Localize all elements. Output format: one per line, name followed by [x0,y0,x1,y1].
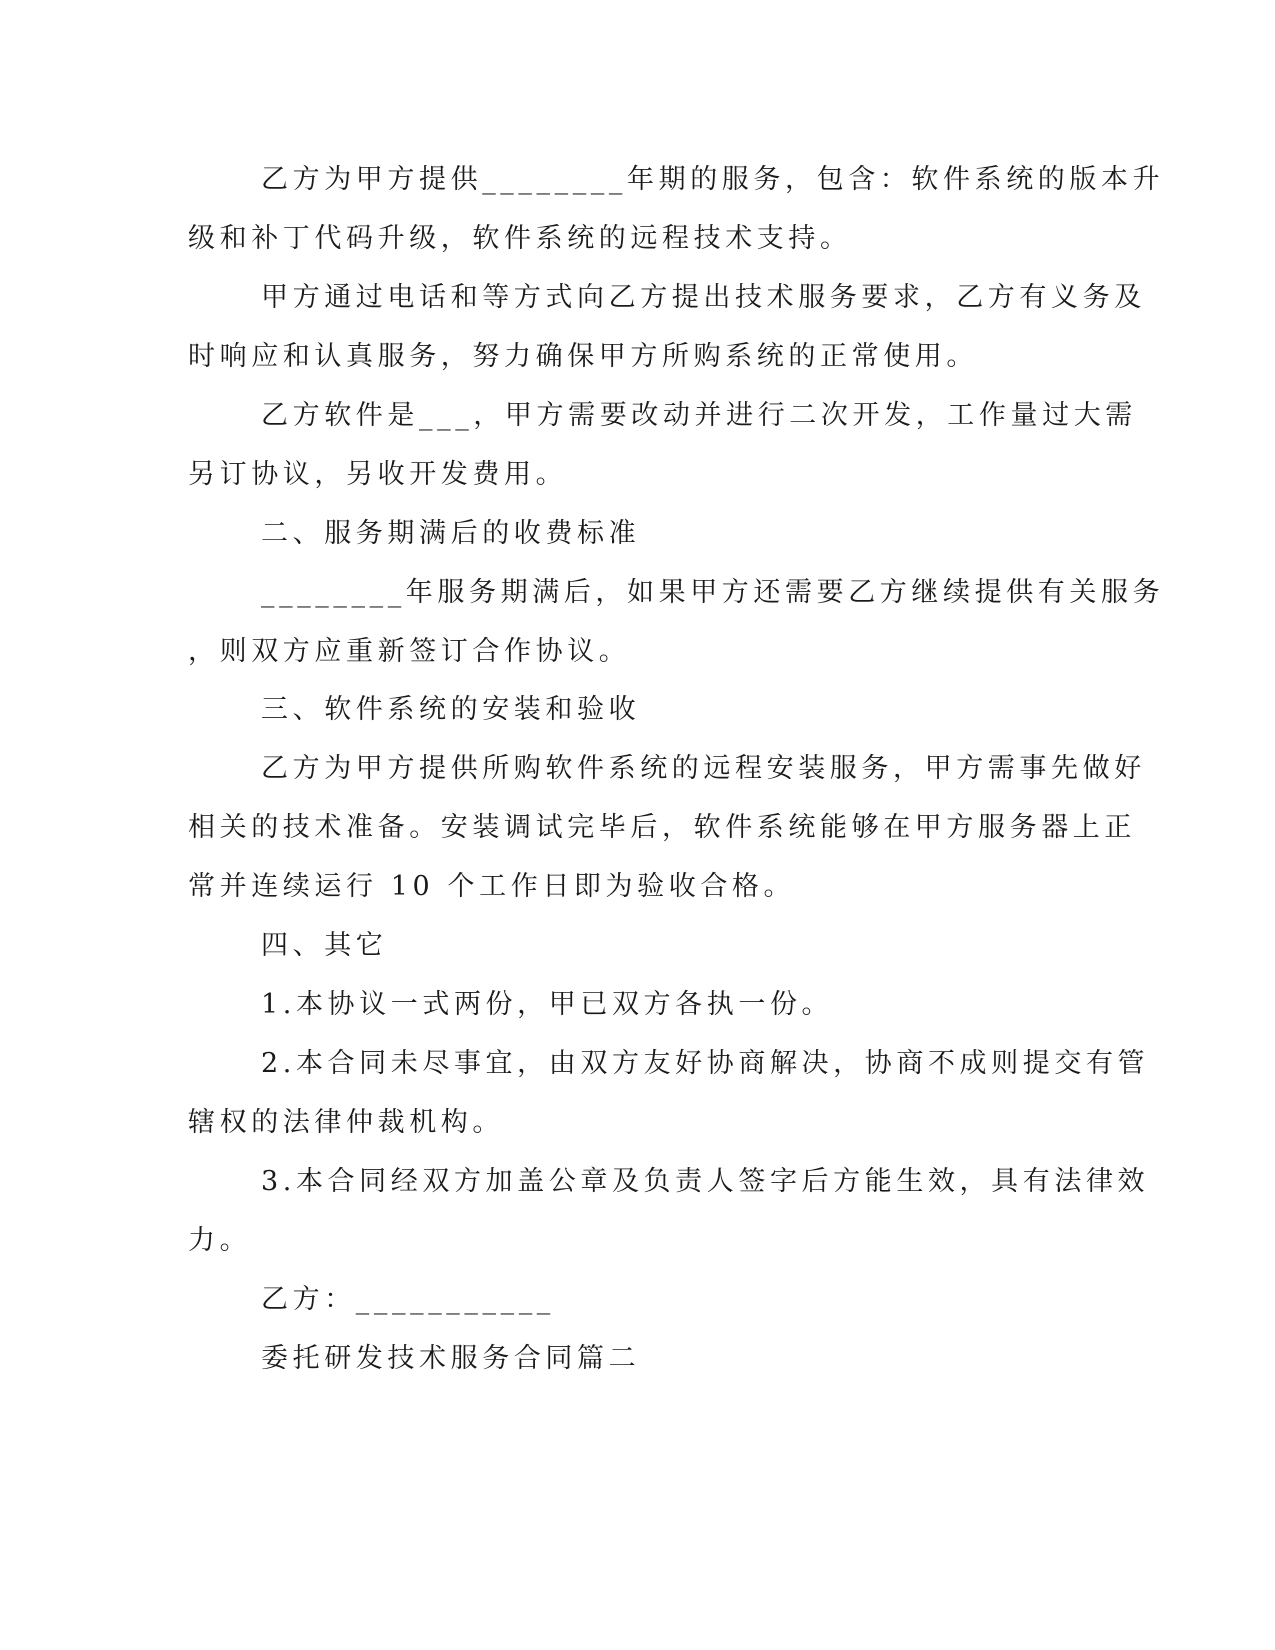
paragraph-line: 乙方为甲方提供所购软件系统的远程安装服务，甲方需事先做好 [261,753,1146,784]
list-item: 3.本合同经双方加盖公章及负责人签字后方能生效，具有法律效 [261,1166,1150,1197]
paragraph-line: 时响应和认真服务，努力确保甲方所购系统的正常使用。 [188,341,978,372]
next-section-title: 委托研发技术服务合同篇二 [261,1343,641,1374]
signature-line: 乙方：___________ [261,1284,555,1315]
list-item: 1.本协议一式两份，甲已双方各执一份。 [261,989,834,1020]
paragraph-line: ________年服务期满后，如果甲方还需要乙方继续提供有关服务 [261,577,1165,608]
paragraph-line: ，则双方应重新签订合作协议。 [188,636,631,667]
paragraph-line: 另订协议，另收开发费用。 [188,459,568,490]
paragraph-line: 甲方通过电话和等方式向乙方提出技术服务要求，乙方有义务及 [261,282,1146,313]
paragraph-line: 辖权的法律仲裁机构。 [188,1107,504,1138]
paragraph-line: 乙方为甲方提供________年期的服务，包含：软件系统的版本升 [261,164,1165,195]
paragraph-line: 力。 [188,1225,252,1256]
paragraph-line: 乙方软件是___，甲方需要改动并进行二次开发，工作量过大需 [261,400,1137,431]
section-heading: 四、其它 [261,930,388,961]
section-heading: 三、软件系统的安装和验收 [261,694,641,725]
paragraph-line: 常并连续运行 10 个工作日即为验收合格。 [188,871,796,902]
section-heading: 二、服务期满后的收费标准 [261,518,641,549]
paragraph-line: 级和补丁代码升级，软件系统的远程技术支持。 [188,223,852,254]
list-item: 2.本合同未尽事宜，由双方友好协商解决，协商不成则提交有管 [261,1048,1150,1079]
paragraph-line: 相关的技术准备。安装调试完毕后，软件系统能够在甲方服务器上正 [188,812,1136,843]
